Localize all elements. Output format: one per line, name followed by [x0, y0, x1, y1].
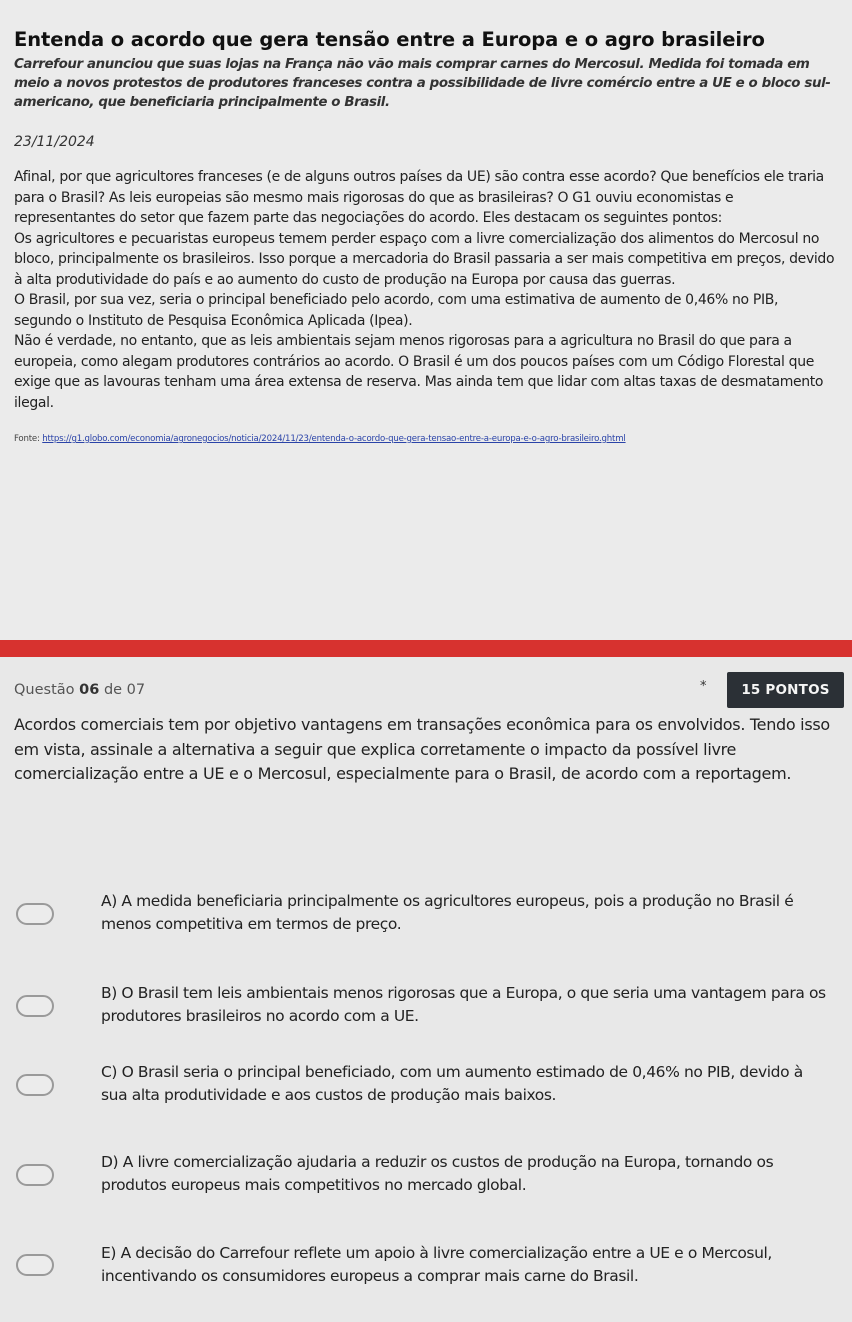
option-b[interactable] [14, 982, 840, 1042]
article-body [14, 167, 838, 413]
question-of-label: de [103, 682, 123, 698]
article-headline: Entenda o acordo que gera tensão entre a Europa e o agro brasileiro [14, 28, 765, 51]
question-label: Questão [14, 682, 75, 698]
article-paragraph: Afinal, por que agricultores franceses (e de alguns outros países da UE) são contra esse acordo? Que benefícios ele traria para o Brasil? As leis europeias são mesmo mais rigorosas do que as brasileiras? O G1 ouviu economistas e representantes do setor que fazem parte das negociações do acordo. Eles destacam os seguintes pontos: [14, 169, 824, 226]
article-date: 23/11/2024 [14, 134, 95, 150]
question-card [0, 657, 852, 1322]
radio-button[interactable] [16, 1074, 54, 1096]
option-a-text[interactable]: A) A medida beneficiaria principalmente os agricultores europeus, pois a produção no Brasil é menos competitiva em termos de preço. [101, 892, 794, 933]
points-badge: 15 PONTOS [727, 672, 844, 708]
option-b-text[interactable]: B) O Brasil tem leis ambientais menos rigorosas que a Europa, o que seria uma vantagem para os produtores brasileiros no acordo com a UE. [101, 984, 826, 1025]
article-card [0, 0, 852, 640]
question-number: 06 [79, 682, 100, 698]
article-paragraph: Os agricultores e pecuaristas europeus temem perder espaço com a livre comercialização dos alimentos do Mercosul no bloco, principalmente os brasileiros. Isso porque a mercadoria do Brasil passaria a ser mais competitiva em preços, devido à alta produtividade do país e ao aumento do custo de produção na Europa por causa das guerras. [14, 230, 835, 288]
article-paragraph: O Brasil, por sua vez, seria o principal beneficiado pelo acordo, com uma estimativa de aumento de 0,46% no PIB, segundo o Instituto de Pesquisa Econômica Aplicada (Ipea). [14, 292, 779, 329]
question-total: 07 [126, 682, 146, 698]
required-mark: * [700, 679, 707, 694]
option-d-text[interactable]: D) A livre comercialização ajudaria a reduzir os custos de produção na Europa, tornando os produtos europeus mais competitivos no mercado global. [101, 1153, 774, 1194]
option-c-text[interactable]: C) O Brasil seria o principal beneficiado, com um aumento estimado de 0,46% no PIB, devido à sua alta produtividade e aos custos de produção mais baixos. [101, 1063, 803, 1104]
option-e-text[interactable]: E) A decisão do Carrefour reflete um apoio à livre comercialização entre a UE e o Mercosul, incentivando os consumidores europeus a comprar mais carne do Brasil. [101, 1244, 772, 1285]
option-d[interactable] [14, 1151, 840, 1211]
source-link[interactable]: https://g1.globo.com/economia/agronegocios/noticia/2024/11/23/entenda-o-acordo-que-gera-tensao-entre-a-europa-e-o-agro-brasileiro.ghtml [42, 434, 626, 444]
article-source [14, 430, 838, 448]
radio-button[interactable] [16, 995, 54, 1017]
radio-button[interactable] [16, 903, 54, 925]
question-counter [14, 682, 145, 698]
radio-button[interactable] [16, 1254, 54, 1276]
question-prompt: Acordos comerciais tem por objetivo vantagens em transações econômica para os envolvidos. Tendo isso em vista, assinale a alternativa a seguir que explica corretamente o impacto da possível livre comercialização entre a UE e o Mercosul, especialmente para o Brasil, de acordo com a reportagem. [14, 715, 830, 783]
option-e[interactable] [14, 1242, 840, 1302]
radio-button[interactable] [16, 1164, 54, 1186]
source-label: Fonte: [14, 434, 40, 444]
option-a[interactable] [14, 890, 840, 950]
section-divider [0, 640, 852, 657]
article-paragraph: Não é verdade, no entanto, que as leis ambientais sejam menos rigorosas para a agricultura no Brasil do que para a europeia, como alegam produtores contrários ao acordo. O Brasil é um dos poucos países com um Código Florestal que exige que as lavouras tenham uma área extensa de reserva. Mas ainda tem que lidar com altas taxas de desmatamento ilegal. [14, 333, 824, 411]
option-c[interactable] [14, 1061, 840, 1121]
article-lead: Carrefour anunciou que suas lojas na França não vão mais comprar carnes do Mercosul. Medida foi tomada em meio a novos protestos de produtores franceses contra a possibilidade de livre comércio entre a UE e o bloco sul-americano, que beneficiaria principalmente o Brasil. [14, 57, 831, 110]
